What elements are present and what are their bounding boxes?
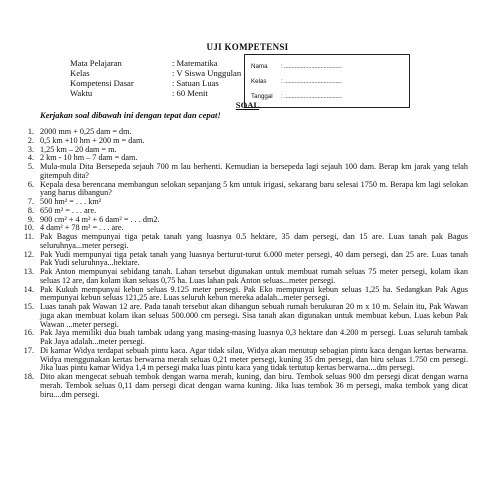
id-label: Tanggal [251, 93, 273, 100]
question-item [18, 303, 468, 329]
question-number: 17. [23, 345, 34, 355]
question-text: Di kamar Widya terdapat sebuah pintu kaca. Agar tidak silau, Widya akan menutup sebagian pintu kaca dengan kertas berwarna. Widya menggunakan kertas berwarna merah seluas 0,21 meter persegi, kuning 35 dm persegi, dan biru seluas 1.750 cm persegi. Jika luas pintu kamar Widya 1,4 m persegi maka luas pintu kaca yang tidak tertutup kertas berwarna....dm persegi. [40, 345, 468, 373]
name-field[interactable]: : ...................................... [281, 63, 342, 70]
question-text: 0,5 km +10 hm + 200 m = dam. [40, 135, 145, 145]
id-row-name[interactable] [251, 59, 403, 74]
question-number: 18. [23, 372, 34, 381]
question-number: 12. [23, 249, 34, 259]
question-text: Luas tanah pak Wawan 12 are. Pada tanah tersebut akan dibangun sebuah rumah berukuran 20 m x 10 m. Selain itu, Pak Wawan juga akan membuat kolam ikan seluas 500.000 cm persegi. Sisa tanah akan digunakan untuk membuat kebun. Luas kebun Pak Wawan ...meter persegi. [40, 302, 468, 329]
question-item [18, 286, 468, 304]
question-item [18, 373, 468, 399]
question-number: 8. [27, 205, 34, 215]
question-item [18, 268, 468, 286]
question-text: 4 dam² + 78 m² = . . . are. [40, 223, 124, 233]
question-number: 10. [23, 223, 34, 233]
exam-info [70, 58, 241, 98]
info-value: : 60 Menit [172, 88, 208, 98]
question-number: 9. [27, 214, 34, 224]
info-row-time [70, 88, 241, 98]
info-label: Kelas [70, 68, 90, 78]
info-value: : V Siswa Unggulan [172, 68, 242, 78]
question-text: 500 hm² = . . . km² [40, 197, 102, 206]
id-label: Nama [251, 63, 268, 70]
question-text: 2000 mm + 0,25 dam = dm. [40, 127, 132, 136]
question-text: 900 cm² + 4 m² + 6 dam² = . . . dm2. [40, 214, 160, 224]
question-item [18, 181, 468, 199]
question-number: 5. [27, 162, 34, 171]
question-item [18, 163, 468, 181]
page-title: UJI KOMPETENSI [206, 42, 289, 52]
question-item [18, 347, 468, 373]
info-value: : Satuan Luas [172, 78, 219, 88]
class-field[interactable]: : ...................................... [281, 78, 342, 85]
question-number: 6. [27, 179, 34, 189]
info-value: : Matematika [172, 58, 218, 68]
question-text: Kepala desa berencana membangun selokan sepanjang 5 km untuk irigasi, sekarang baru selesai 1750 m. Berapa km lagi selokan yang harus dibangun? [40, 179, 468, 198]
question-text: Pak Bagus mempunyai tiga petak tanah yang luasnya 0.5 hektare, 35 dam persegi, dan 15 are. Luas tanah pak Bagus seluruhnya...meter persegi. [40, 232, 468, 250]
info-row-subject [70, 58, 241, 68]
question-number: 11. [24, 232, 34, 241]
question-number: 7. [27, 197, 34, 206]
question-number: 13. [23, 267, 34, 276]
info-label: Kompetensi Dasar [70, 78, 134, 88]
question-text: Pak Kukuh mempunyai kebun seluas 9.125 meter persegi. Pak Eko mempunyai kebun seluas 1,25 ha. Sedangkan Pak Agus mempunyai kebun seluas 121,25 are. Luas seluruh kebun mereka adalah...meter persegi. [40, 284, 468, 303]
question-text: Pak Anton mempunyai sebidang tanah. Lahan tersebut digunakan untuk membuat rumah seluas 75 meter persegi, kolam ikan seluas 12 are, dan kolam ikan seluas 0,75 ha. Luas lahan pak Anton seluas...meter persegi. [40, 267, 468, 285]
section-heading: SOAL [235, 100, 260, 110]
info-label: Waktu [70, 88, 93, 98]
question-number: 4. [27, 153, 34, 163]
question-number: 3. [27, 144, 34, 154]
question-text: Dito akan mengecat sebuah tembok dengan warna merah, kuning, dan biru. Tembok seluas 900 dm persegi dicat dengan warna merah. Tembok seluas 0,11 dam persegi dicat dengan warna kuning. Jika luas tembok 36 m persegi, maka tembok yang dicat biru....dm persegi. [40, 372, 468, 399]
question-text: 650 m² = . . . are. [40, 205, 97, 215]
question-list [18, 128, 468, 399]
question-text: 1,25 km – 20 dam = m. [40, 144, 117, 154]
question-text: Pak Yudi mempunyai tiga petak tanah yang luasnya berturut-turut 6.000 meter persegi, 40 dam persegi, dan 25 are. Luas tanah Pak Yudi seluruhnya...hektare. [40, 249, 468, 268]
date-field[interactable]: : ...................................... [281, 93, 342, 100]
info-row-competency [70, 78, 241, 88]
question-text: Mula-mula Dita Bersepeda sejauh 700 m lau berhenti. Kemudian ia bersepeda lagi sejauh 100 dam. Berap km jarak yang telah gitempuh dita? [40, 162, 468, 180]
question-number: 15. [23, 302, 34, 311]
id-row-class[interactable] [251, 74, 403, 89]
question-text: Pak Jaya memiliki dua buah tambak udang yang masing-masing luasnya 0,3 hektare dan 4.200 m persegi. Luas seluruh tambak Pak Jaya adalah...meter persegi. [40, 328, 468, 346]
question-number: 2. [27, 135, 34, 145]
id-label: Kelas [251, 78, 267, 85]
question-item [18, 251, 468, 269]
question-number: 1. [27, 127, 34, 136]
info-label: Mata Pelajaran [70, 58, 122, 68]
question-number: 14. [23, 284, 34, 294]
question-text: 2 km - 10 hm – 7 dam = dam. [40, 153, 138, 163]
question-item [18, 233, 468, 251]
instruction-text: Kerjakan soal dibawah ini dengan tepat dan cepat! [40, 110, 221, 120]
question-number: 16. [23, 328, 34, 338]
question-item [18, 329, 468, 347]
info-row-class [70, 68, 241, 78]
